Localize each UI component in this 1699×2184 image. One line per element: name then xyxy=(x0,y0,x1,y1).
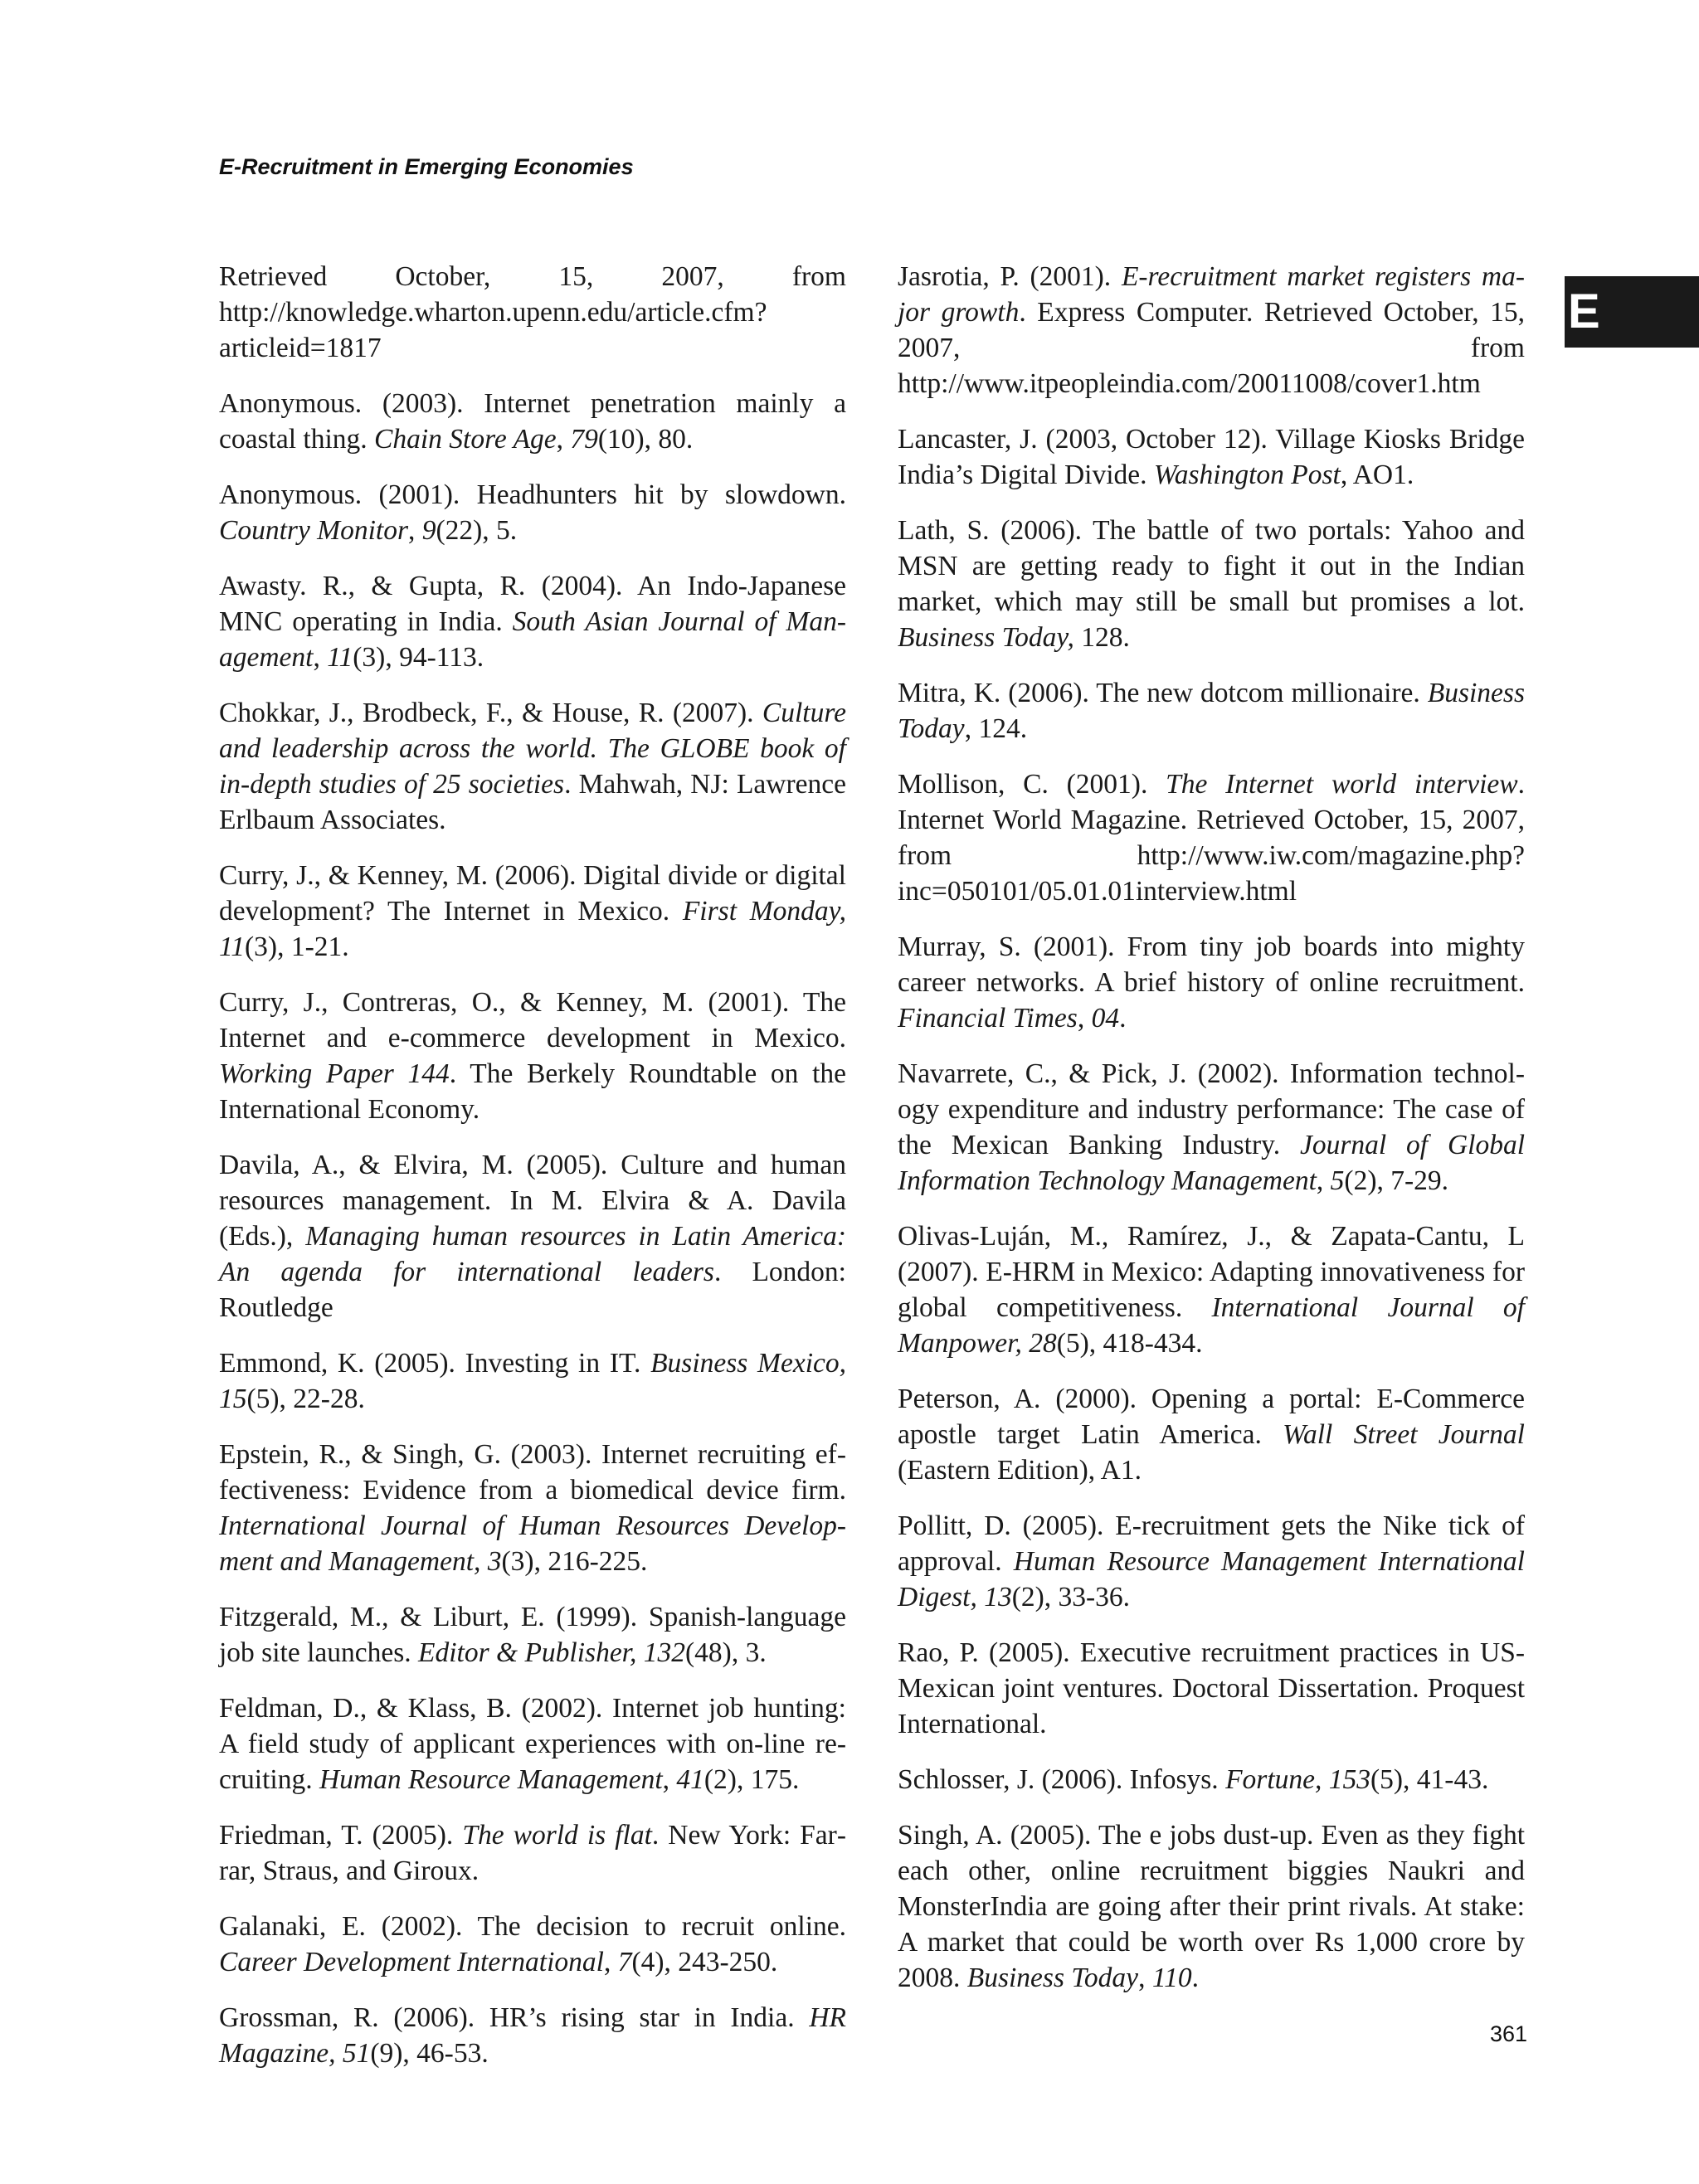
reference-entry: Rao, P. (2005). Executive recruitment practices in US-Mexican joint ventures. Doctoral Dissertation. Proquest International. xyxy=(898,1637,1525,1739)
reference-entry: Mollison, C. (2001). The Internet world interview. Internet World Magazine. Retrieved October, 15, 2007, from http://www.iw.com/magazine.php?inc=050101/05.01.01interview.html xyxy=(898,769,1525,907)
references-right-column xyxy=(898,259,1525,2016)
section-letter-tab: E xyxy=(1565,276,1699,348)
reference-entry: Mitra, K. (2006). The new dotcom millionaire. Business Today, 124. xyxy=(898,678,1525,744)
reference-entry: Anonymous. (2001). Headhunters hit by slowdown. Country Monitor, 9(22), 5. xyxy=(219,479,846,546)
reference-entry: Awasty. R., & Gupta, R. (2004). An Indo-Japanese MNC operating in India. South Asian Journal of Management, 11(3), 94-113. xyxy=(219,571,846,673)
reference-entry: Lath, S. (2006). The battle of two portals: Yahoo and MSN are getting ready to fight it out in the Indian market, which may still be small but promises a lot. Business Today, 128. xyxy=(898,515,1525,653)
reference-entry: Fitzgerald, M., & Liburt, E. (1999). Spanish-language job site launches. Editor & Publisher, 132(48), 3. xyxy=(219,1602,846,1668)
reference-entry: Feldman, D., & Klass, B. (2002). Internet job hunting: A field study of applicant experiences with on-line recruiting. Human Resource Management, 41(2), 175. xyxy=(219,1693,846,1795)
reference-entry: Singh, A. (2005). The e jobs dust-up. Even as they fight each other, online recruitment biggies Naukri and MonsterIndia are going after their print rivals. At stake: A market that could be worth over Rs 1,000 crore by 2008. Business Today, 110. xyxy=(898,1820,1525,1993)
reference-entry: Schlosser, J. (2006). Infosys. Fortune, 153(5), 41-43. xyxy=(898,1764,1489,1795)
reference-entry: Olivas-Luján, M., Ramírez, J., & Zapata-Cantu, L (2007). E-HRM in Mexico: Adapting innovativeness for global competitiveness. International Journal of Manpower, 28(5), 418-434. xyxy=(898,1221,1525,1359)
reference-entry: Chokkar, J., Brodbeck, F., & House, R. (2007). Culture and leadership across the world. The GLOBE book of in-depth studies of 25 societies. Mahwah, NJ: Lawrence Erlbaum Associates. xyxy=(219,698,846,835)
page-number: 361 xyxy=(1490,2021,1528,2046)
reference-entry: Galanaki, E. (2002). The decision to recruit online. Career Development International, 7(4), 243-250. xyxy=(219,1911,846,1977)
references-left-column xyxy=(219,259,846,2091)
reference-entry: Retrieved October, 15, 2007, from http://knowledge.wharton.upenn.edu/article.cfm?articleid=1817 xyxy=(219,261,846,363)
reference-entry: Anonymous. (2003). Internet penetration mainly a coastal thing. Chain Store Age, 79(10), 80. xyxy=(219,388,846,455)
reference-entry: Friedman, T. (2005). The world is flat. New York: Farrar, Straus, and Giroux. xyxy=(219,1820,846,1886)
running-head-title: E-Recruitment in Emerging Economies xyxy=(219,154,634,179)
reference-entry: Davila, A., & Elvira, M. (2005). Culture and human resources management. In M. Elvira & A. Davila (Eds.), Managing human resources in Latin America: An agenda for international leaders. London: Routledge xyxy=(219,1150,847,1323)
reference-entry: Epstein, R., & Singh, G. (2003). Internet recruiting effectiveness: Evidence from a biomedical device firm. International Journal of Human Resources Development and Management, 3(3), 216-225. xyxy=(219,1439,846,1577)
reference-entry: Murray, S. (2001). From tiny job boards into mighty career networks. A brief history of online recruitment. Financial Times, 04. xyxy=(898,931,1525,1034)
reference-entry: Peterson, A. (2000). Opening a portal: E-Commerce apostle target Latin America. Wall Street Journal (Eastern Edition), A1. xyxy=(898,1384,1525,1486)
reference-entry: Jasrotia, P. (2001). E-recruitment market registers major growth. Express Computer. Retrieved October, 15, 2007, from http://www.itpeopleindia.com/20011008/cover1.htm xyxy=(898,261,1525,399)
reference-entry: Curry, J., Contreras, O., & Kenney, M. (2001). The Internet and e-commerce development in Mexico. Working Paper 144. The Berkely Roundtable on the International Economy. xyxy=(219,987,846,1125)
reference-entry: Emmond, K. (2005). Investing in IT. Business Mexico, 15(5), 22-28. xyxy=(219,1348,847,1414)
reference-entry: Navarrete, C., & Pick, J. (2002). Information technology expenditure and industry performance: The case of the Mexican Banking Industry. Journal of Global Information Technology Management, 5(2), 7-29. xyxy=(898,1058,1525,1196)
reference-entry: Pollitt, D. (2005). E-recruitment gets the Nike tick of approval. Human Resource Management International Digest, 13(2), 33-36. xyxy=(898,1510,1525,1612)
reference-entry: Curry, J., & Kenney, M. (2006). Digital divide or digital development? The Internet in Mexico. First Monday, 11(3), 1-21. xyxy=(219,860,847,962)
reference-entry: Grossman, R. (2006). HR’s rising star in India. HR Magazine, 51(9), 46-53. xyxy=(219,2002,846,2069)
reference-entry: Lancaster, J. (2003, October 12). Village Kiosks Bridge India’s Digital Divide. Washington Post, AO1. xyxy=(898,424,1525,490)
